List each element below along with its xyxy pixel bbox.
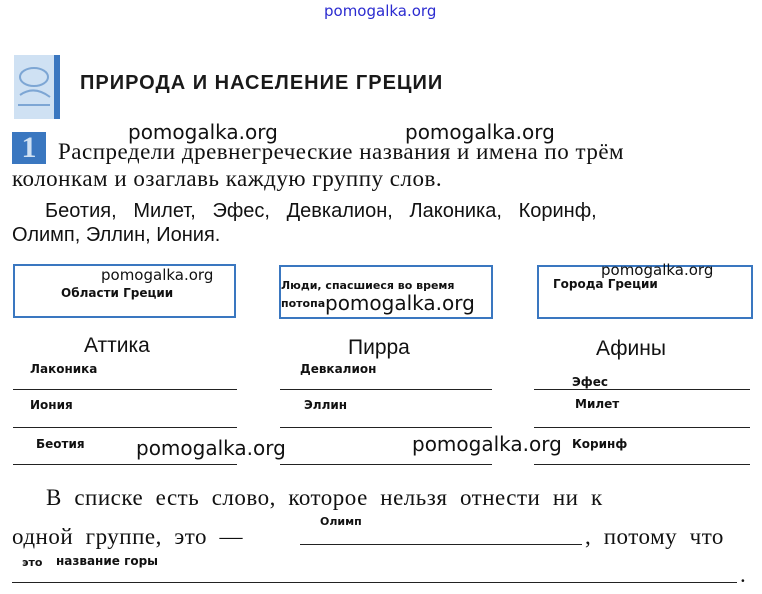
answer-line [13,389,237,390]
section-icon [12,55,62,119]
bottom-text-line1: В списке есть слово, которое нельзя отнести ни к [46,485,603,510]
final-period: . [740,562,747,587]
column-3-title: Города Греции [553,277,658,291]
column-box-1 [13,264,236,318]
answer-word: Олимп [320,515,362,528]
answer-line [280,464,492,465]
watermark: pomogalka.org [136,436,286,460]
column-box-2 [279,265,493,319]
word-list-line1: Беотия, Милет, Эфес, Девкалион, Лаконика, Коринф, [45,200,597,222]
top-watermark: pomogalka.org [324,2,437,20]
answer-line [280,389,492,390]
section-title: ПРИРОДА И НАСЕЛЕНИЕ ГРЕЦИИ [80,72,444,94]
task-number-badge [12,132,46,164]
column-1-entry: Иония [30,398,73,412]
watermark: pomogalka.org [405,120,555,144]
answer-line [12,582,737,583]
task-text-line1: Распредели древнегреческие названия и имена по трём [58,139,625,164]
column-1-title: Области Греции [61,286,174,300]
watermark: pomogalka.org [325,291,475,315]
bottom-text-line2-start: одной группе, это — [12,524,243,549]
column-1-entry: Беотия [36,437,85,451]
watermark: pomogalka.org [412,432,562,456]
bottom-text-line2-end: , потому что [585,524,724,549]
answer-line [300,544,582,545]
watermark: pomogalka.org [101,266,214,284]
answer-line [13,464,237,465]
column-2-entry: Девкалион [300,362,377,376]
column-1-entry: Лаконика [30,362,98,376]
column-3-entry: Милет [575,397,620,411]
column-2-header: Пирра [348,336,410,359]
column-2-title-line1: Люди, спасшиеся во время [281,279,455,292]
answer-line [280,427,492,428]
column-2-title-line2: потопа [281,297,326,310]
answer-line [534,427,750,428]
task-text-line2: колонкам и озаглавь каждую группу слов. [12,166,443,191]
watermark: pomogalka.org [128,120,278,144]
column-3-entry: Эфес [572,375,608,389]
column-1-header: Аттика [84,334,150,357]
reason-prefix: это [22,556,43,569]
column-box-3 [537,261,753,319]
task-number: 1 [21,131,37,164]
column-2-entry: Эллин [304,398,348,412]
column-3-entry: Коринф [572,437,628,451]
answer-line [13,427,237,428]
watermark: pomogalka.org [601,261,714,279]
answer-line [534,389,750,390]
column-3-header: Афины [596,337,666,360]
answer-line [534,464,750,465]
word-list-line2: Олимп, Эллин, Иония. [12,224,221,246]
reason-text: название горы [56,554,159,568]
